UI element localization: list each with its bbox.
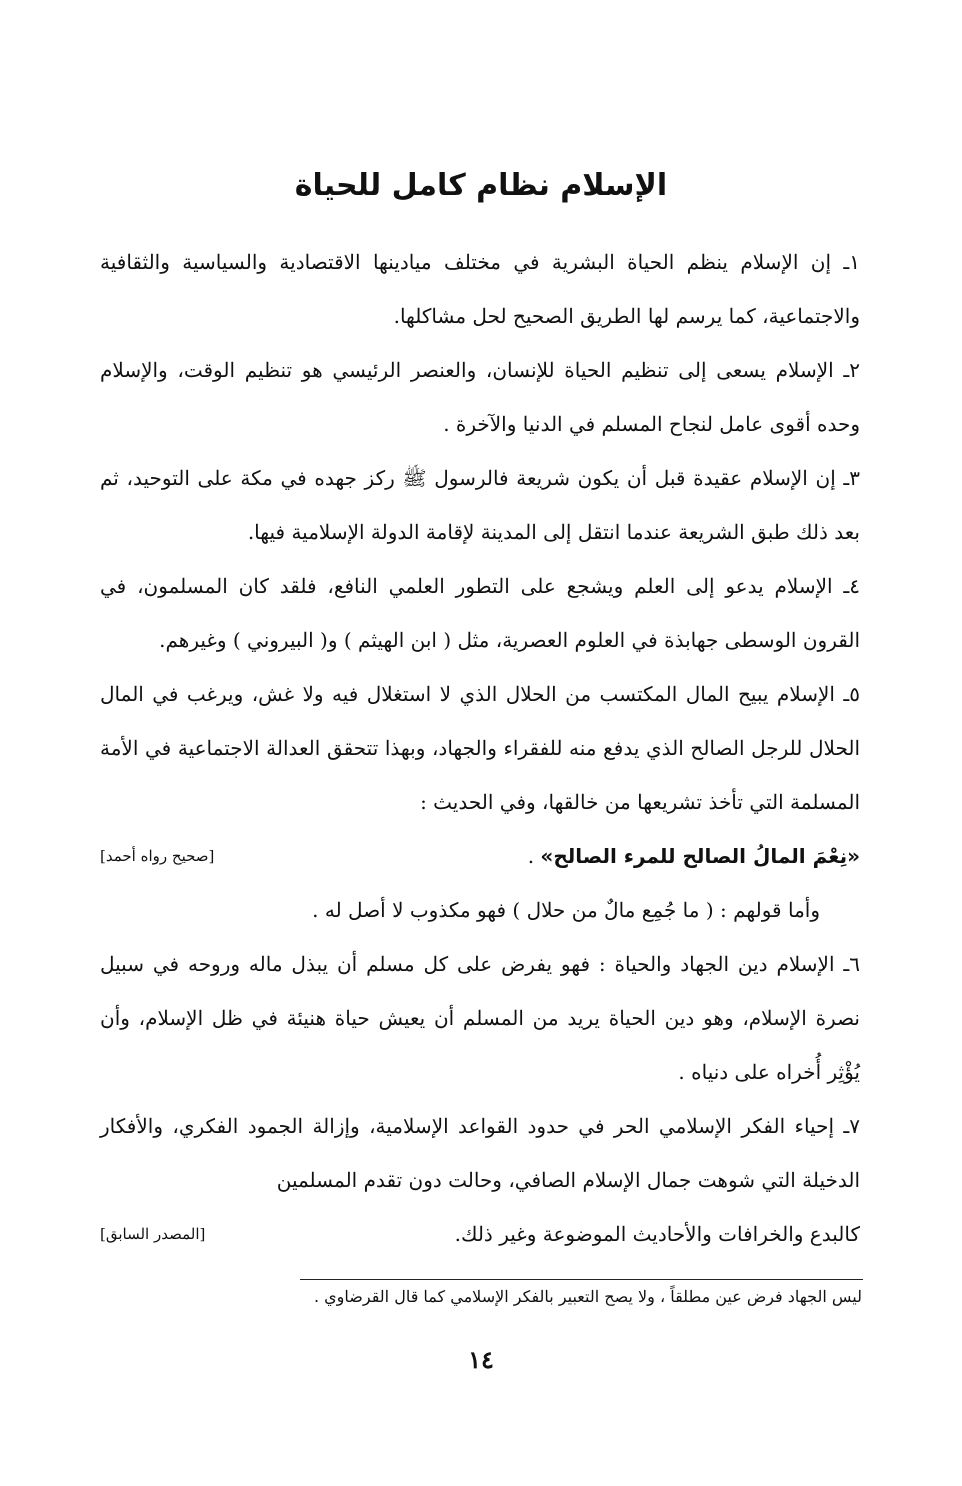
point-5-text: ٥ـ الإسلام يبيح المال المكتسب من الحلال الذي لا استغلال فيه ولا غش، ويرغب في المال الحلال للرجل الصالح الذي يدفع منه للفقراء والجهاد، وبهذا تتحقق العدالة الاجتماعية في الأمة المسلمة التي تأخذ تشريعها من خالقها، وفي الحديث :	[100, 682, 860, 814]
hadith-end: .	[527, 844, 541, 868]
point-5	[100, 667, 860, 829]
point-6: ٦ـ الإسلام دين الجهاد والحياة : فهو يفرض على كل مسلم أن يبذل ماله وروحه في سبيل نصرة الإسلام، وهو دين الحياة يريد من المسلم أن يعيش حياة هنيئة في ظل الإسلام، وأن يُؤْثِر أُخراه على دنياه .	[100, 952, 860, 1084]
point-1: ١ـ إن الإسلام ينظم الحياة البشرية في مختلف ميادينها الاقتصادية والسياسية والثقافية والاجتماعية، كما يرسم لها الطريق الصحيح لحل مشاكلها.	[100, 250, 860, 328]
point-7-source: [المصدر السابق]	[100, 1225, 206, 1243]
hadith-source: [صحيح رواه أحمد]	[100, 847, 215, 865]
footnote: ليس الجهاد فرض عين مطلقاً ، ولا يصح التعبير بالفكر الإسلامي كما قال القرضاوي .	[313, 1287, 862, 1306]
point-7: ٧ـ إحياء الفكر الإسلامي الحر في حدود القواعد الإسلامية، وإزالة الجمود الفكري، والأفكار الدخيلة التي شوهت جمال الإسلام الصافي، وحالت دون تقدم المسلمين	[100, 1114, 860, 1192]
hadith-quote: «نِعْمَ المالُ الصالح للمرء الصالح»	[540, 844, 860, 868]
point-2: ٢ـ الإسلام يسعى إلى تنظيم الحياة للإنسان، والعنصر الرئيسي هو تنظيم الوقت، والإسلام وحده أقوى عامل لنجاح المسلم في الدنيا والآخرة .	[100, 358, 860, 436]
body-text	[100, 235, 860, 1261]
page-title: الإسلام نظام كامل للحياة	[294, 168, 668, 203]
point-4: ٤ـ الإسلام يدعو إلى العلم ويشجع على التطور العلمي النافع، فلقد كان المسلمون، في القرون الوسطى جهابذة في العلوم العصرية، مثل ( ابن الهيثم ) و( البيروني ) وغيرهم.	[100, 574, 860, 652]
point-3: ٣ـ إن الإسلام عقيدة قبل أن يكون شريعة فالرسول ﷺ ركز جهده في مكة على التوحيد، ثم بعد ذلك طبق الشريعة عندما انتقل إلى المدينة لإقامة الدولة الإسلامية فيها.	[100, 466, 860, 544]
point-5-ref-line	[100, 829, 860, 883]
point-7-last-line: كالبدع والخرافات والأحاديث الموضوعة وغير ذلك.	[454, 1222, 860, 1246]
point-5-note: وأما قولهم : ( ما جُمِع مالٌ من حلال ) فهو مكذوب لا أصل له .	[312, 898, 820, 922]
footnote-divider	[300, 1279, 863, 1280]
page-number: ١٤	[468, 1345, 494, 1374]
point-7-ref-line	[100, 1207, 860, 1261]
